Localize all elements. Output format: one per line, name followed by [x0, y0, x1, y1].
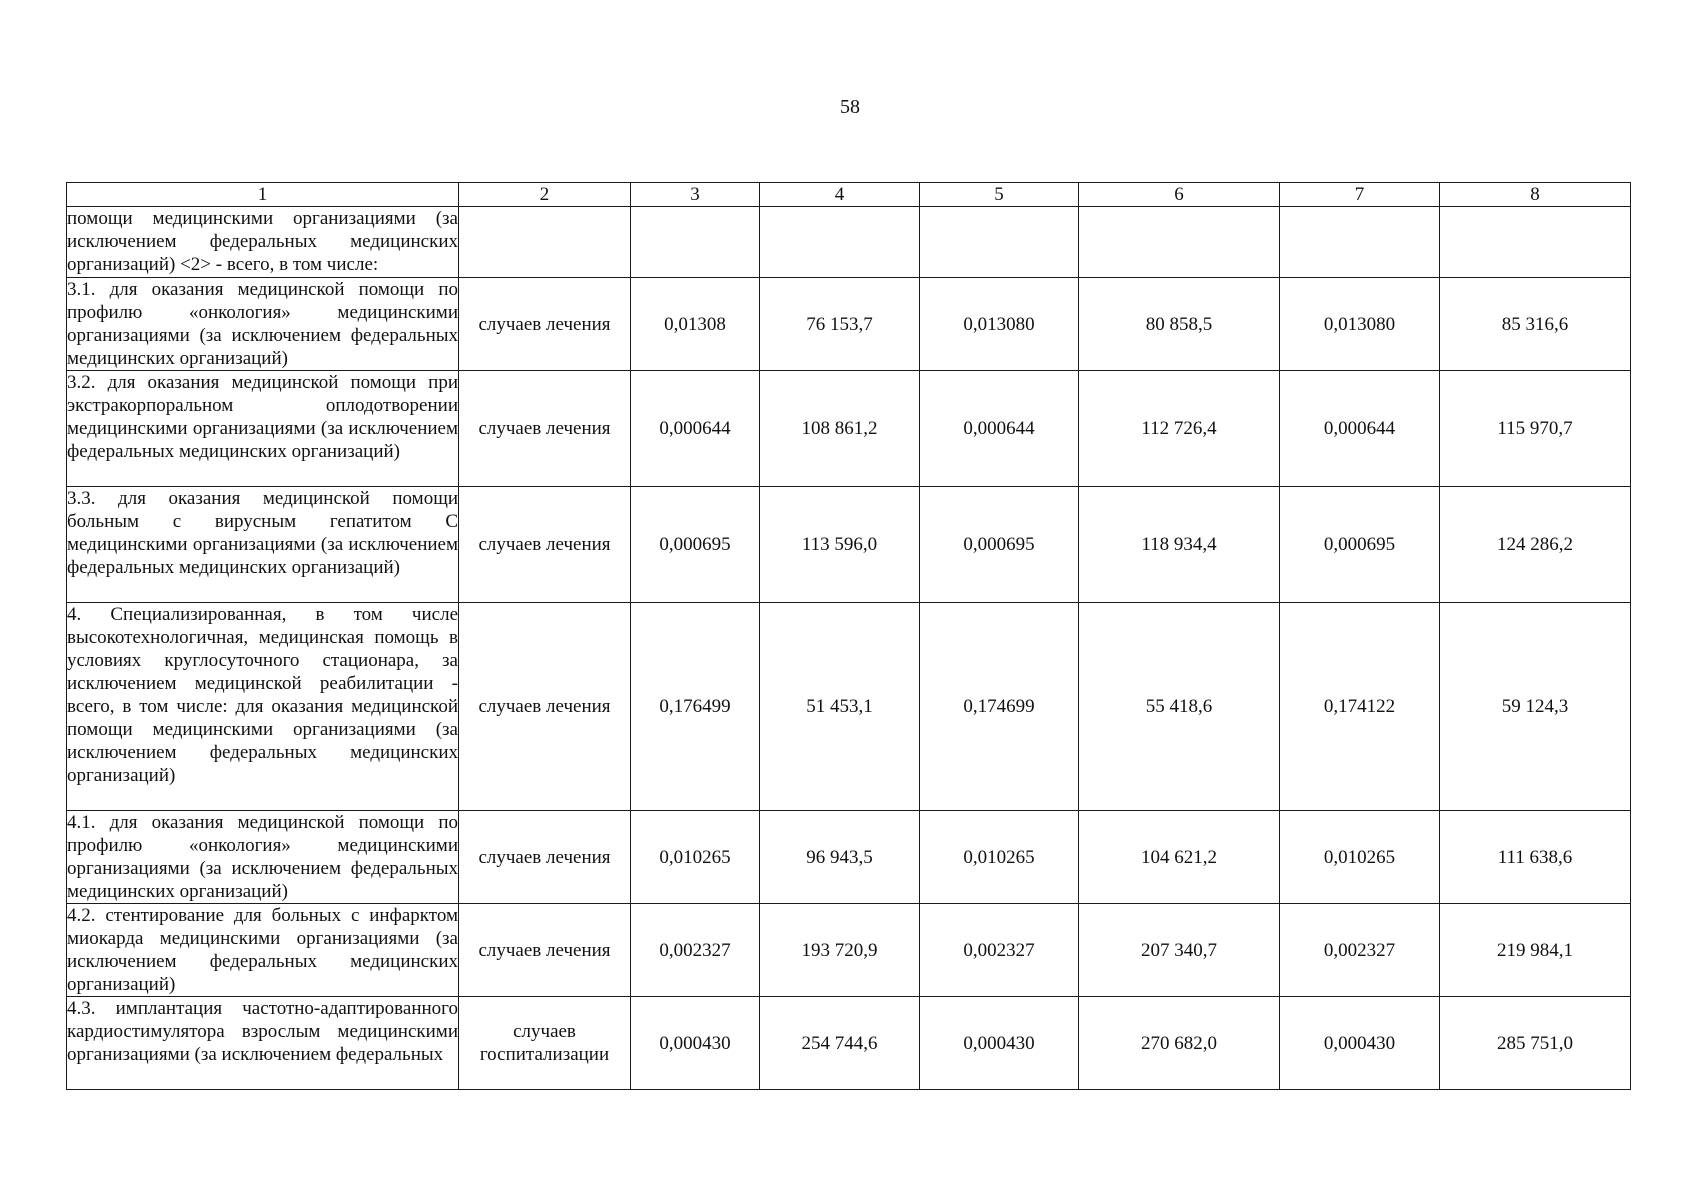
page-number: 58 — [840, 96, 860, 118]
row-value: 0,002327 — [1280, 904, 1440, 997]
row-value: 96 943,5 — [760, 811, 920, 904]
row-value: 0,010265 — [920, 811, 1079, 904]
row-unit — [459, 207, 631, 278]
row-value: 219 984,1 — [1440, 904, 1631, 997]
row-value — [1079, 207, 1280, 278]
row-unit: случаев лечения — [459, 487, 631, 603]
table-row — [67, 487, 1631, 603]
row-value: 0,000430 — [920, 997, 1079, 1090]
row-unit: случаев лечения — [459, 603, 631, 811]
table-row — [67, 278, 1631, 371]
row-value: 0,013080 — [1280, 278, 1440, 371]
table-row — [67, 811, 1631, 904]
column-header: 5 — [920, 183, 1079, 207]
table-row — [67, 997, 1631, 1090]
column-header: 2 — [459, 183, 631, 207]
row-value: 0,000695 — [631, 487, 760, 603]
row-value — [1440, 207, 1631, 278]
row-unit: случаев госпитализации — [459, 997, 631, 1090]
column-header: 8 — [1440, 183, 1631, 207]
row-value: 285 751,0 — [1440, 997, 1631, 1090]
row-value: 0,000644 — [631, 371, 760, 487]
row-value: 0,176499 — [631, 603, 760, 811]
row-value: 55 418,6 — [1079, 603, 1280, 811]
row-value: 0,000644 — [920, 371, 1079, 487]
row-value — [1280, 207, 1440, 278]
table-row — [67, 603, 1631, 811]
column-header: 4 — [760, 183, 920, 207]
row-value: 207 340,7 — [1079, 904, 1280, 997]
row-value: 0,010265 — [1280, 811, 1440, 904]
row-value: 51 453,1 — [760, 603, 920, 811]
row-description: 4.2. стентирование для больных с инфарктом миокарда медицинскими организациями (за исключением федеральных медицинских организаций) — [67, 905, 458, 995]
row-value: 104 621,2 — [1079, 811, 1280, 904]
table-row — [67, 904, 1631, 997]
row-unit: случаев лечения — [459, 904, 631, 997]
row-value: 0,000430 — [631, 997, 760, 1090]
row-value: 0,000695 — [1280, 487, 1440, 603]
row-unit: случаев лечения — [459, 371, 631, 487]
row-description: 4.1. для оказания медицинской помощи по профилю «онкология» медицинскими организациями (за исключением федеральных медицинских организаций) — [67, 812, 458, 902]
row-value: 0,002327 — [631, 904, 760, 997]
row-unit: случаев лечения — [459, 811, 631, 904]
column-header: 1 — [67, 183, 459, 207]
row-value: 108 861,2 — [760, 371, 920, 487]
row-value: 254 744,6 — [760, 997, 920, 1090]
row-value: 0,000644 — [1280, 371, 1440, 487]
row-value: 85 316,6 — [1440, 278, 1631, 371]
row-value: 193 720,9 — [760, 904, 920, 997]
row-value: 124 286,2 — [1440, 487, 1631, 603]
row-value: 76 153,7 — [760, 278, 920, 371]
row-value: 0,174122 — [1280, 603, 1440, 811]
data-table — [66, 182, 1631, 1090]
row-description: помощи медицинскими организациями (за исключением федеральных медицинских организаций) <2> - всего, в том числе: — [67, 207, 459, 278]
row-value: 115 970,7 — [1440, 371, 1631, 487]
row-value: 0,013080 — [920, 278, 1079, 371]
row-value: 0,010265 — [631, 811, 760, 904]
row-value: 112 726,4 — [1079, 371, 1280, 487]
row-description: 3.2. для оказания медицинской помощи при экстракорпоральном оплодотворении медицинскими организациями (за исключением федеральных медицинских организаций) — [67, 371, 459, 487]
row-value: 118 934,4 — [1079, 487, 1280, 603]
table-row — [67, 207, 1631, 278]
row-value: 270 682,0 — [1079, 997, 1280, 1090]
column-header: 7 — [1280, 183, 1440, 207]
column-number-header-row — [67, 183, 1631, 207]
row-value: 80 858,5 — [1079, 278, 1280, 371]
row-description: 3.3. для оказания медицинской помощи больным с вирусным гепатитом С медицинскими организациями (за исключением федеральных медицинских организаций) — [67, 487, 459, 603]
row-value: 0,000430 — [1280, 997, 1440, 1090]
row-value: 113 596,0 — [760, 487, 920, 603]
row-value — [920, 207, 1079, 278]
row-value: 59 124,3 — [1440, 603, 1631, 811]
row-description: 4.3. имплантация частотно-адаптированного кардиостимулятора взрослым медицинскими организациями (за исключением федеральных — [67, 997, 459, 1090]
row-value — [631, 207, 760, 278]
row-value: 0,174699 — [920, 603, 1079, 811]
row-unit: случаев лечения — [459, 278, 631, 371]
column-header: 3 — [631, 183, 760, 207]
table-row — [67, 371, 1631, 487]
row-description: 4. Специализированная, в том числе высокотехнологичная, медицинская помощь в условиях круглосуточного стационара, за исключением медицинской реабилитации - всего, в том числе: для оказания медицинской помощи медицинскими организациями (за исключением федеральных медицинских организаций) — [67, 603, 459, 811]
row-value: 0,000695 — [920, 487, 1079, 603]
row-value: 0,002327 — [920, 904, 1079, 997]
row-value — [760, 207, 920, 278]
row-value: 0,01308 — [631, 278, 760, 371]
row-value: 111 638,6 — [1440, 811, 1631, 904]
column-header: 6 — [1079, 183, 1280, 207]
row-description: 3.1. для оказания медицинской помощи по профилю «онкология» медицинскими организациями (за исключением федеральных медицинских организаций) — [67, 279, 458, 369]
